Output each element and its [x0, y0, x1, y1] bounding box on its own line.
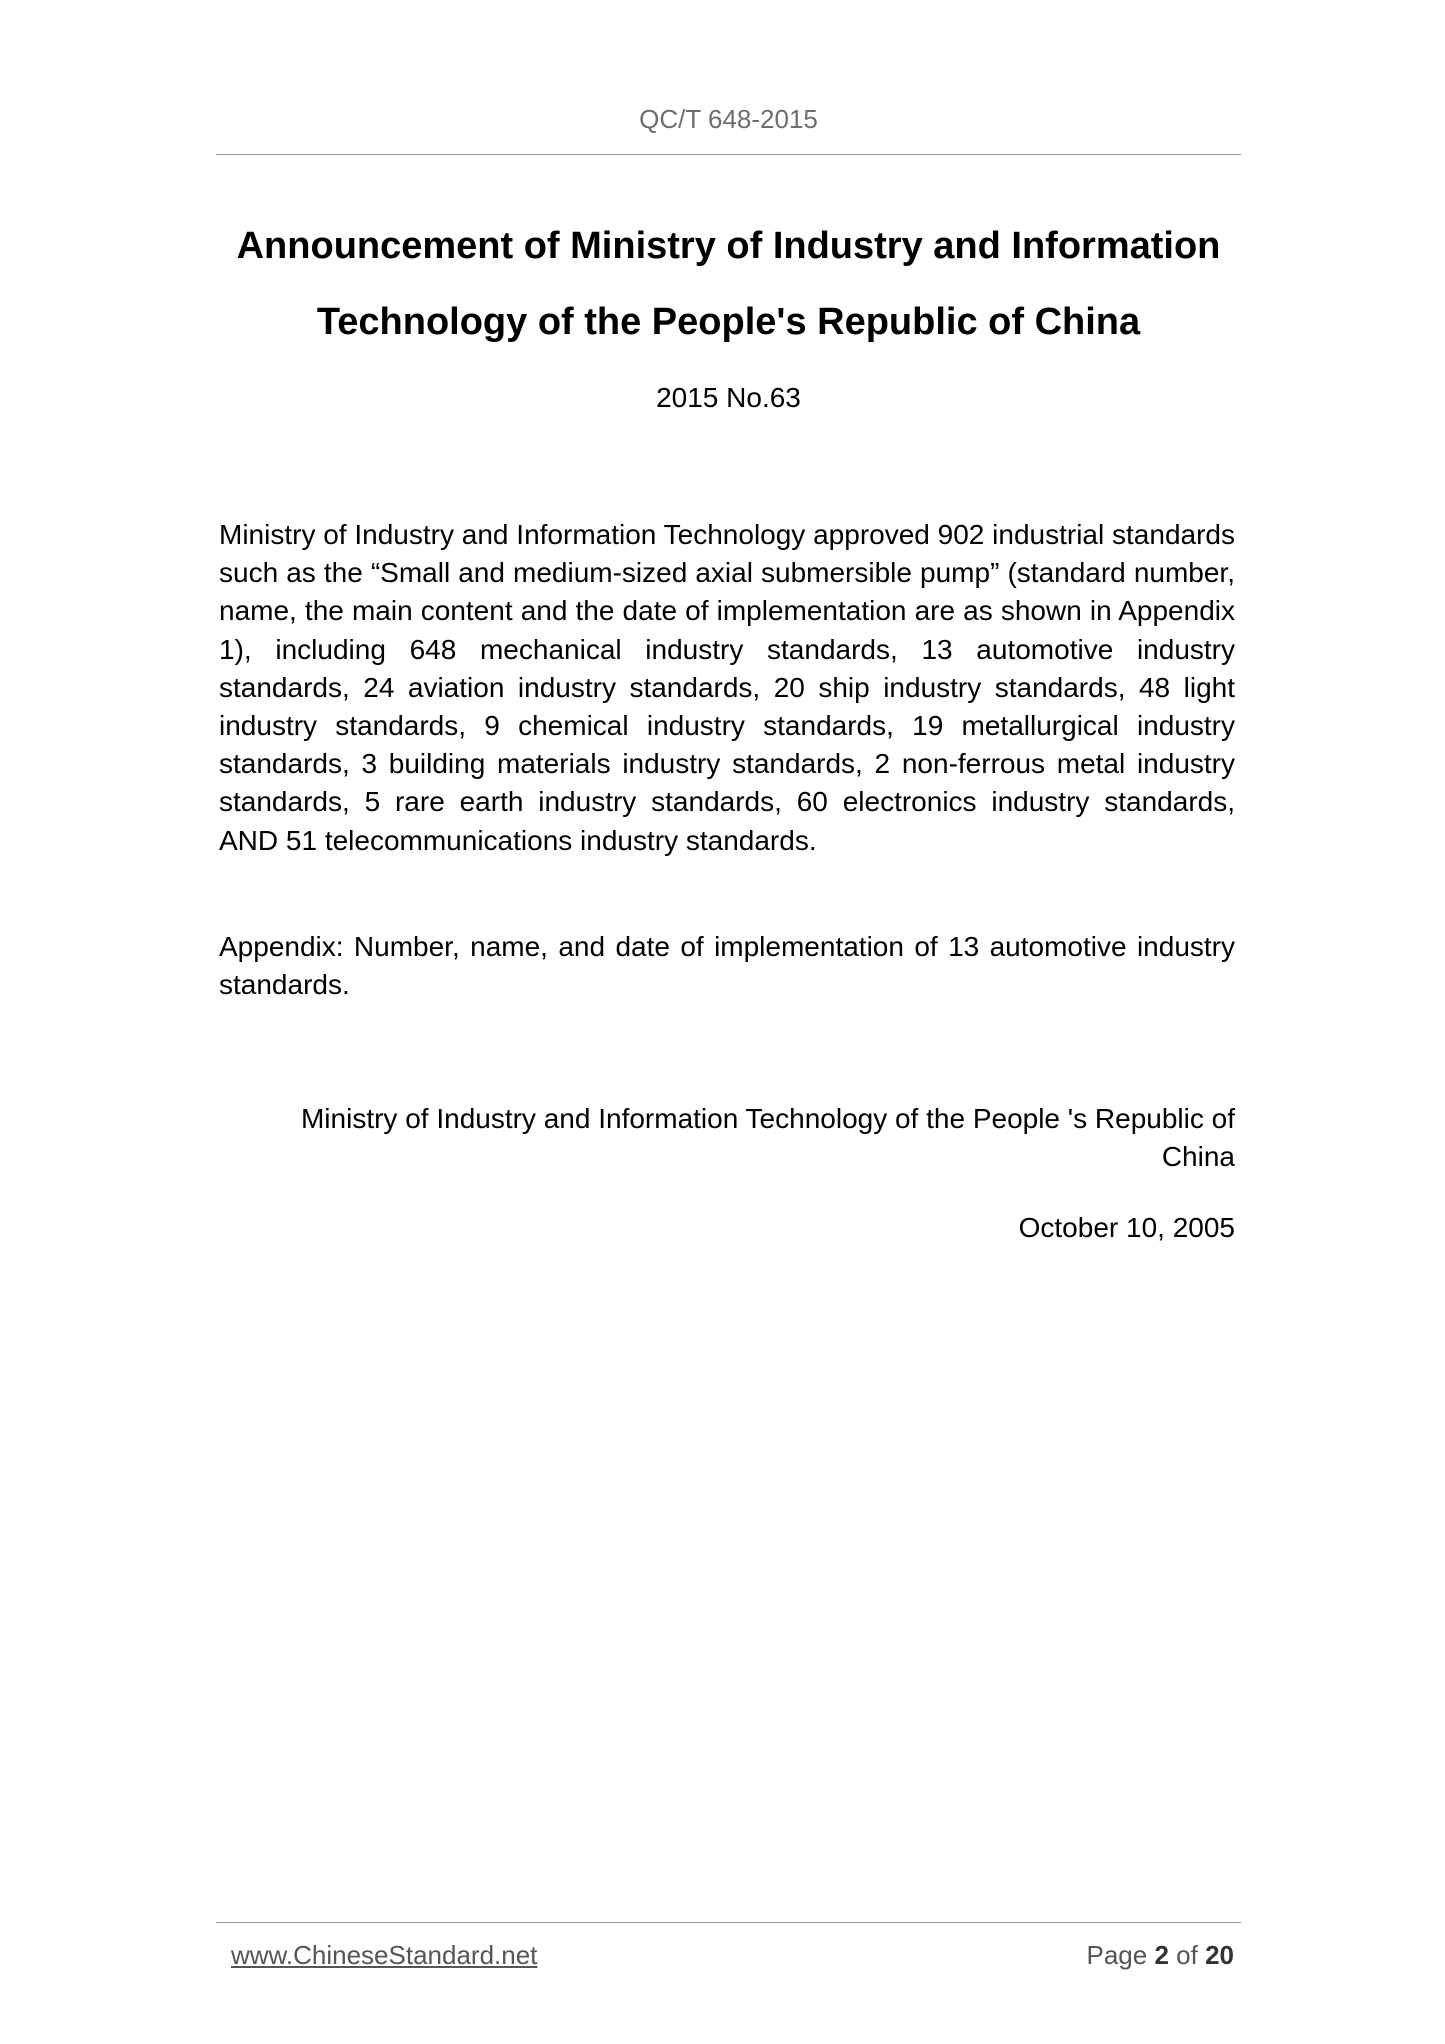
title-line-2: Technology of the People's Republic of China [316, 301, 1141, 343]
main-paragraph: Ministry of Industry and Information Technology approved 902 industrial standards such as the “Small and medium-sized axial submersible pump” (standard number, name, the main content and the date of implementation are as shown in Appendix 1), including 648 mechanical industry standards, 13 automotive industry standards, 24 aviation industry standards, 20 ship industry standards, 48 light industry standards, 9 chemical industry standards, 19 metallurgical industry standards, 3 building materials industry standards, 2 non-ferrous metal industry standards, 5 rare earth industry standards, 60 electronics industry standards, AND 51 telecommunications industry standards. [219, 519, 1235, 856]
footer-divider [216, 1922, 1241, 1923]
announcement-title [200, 208, 1257, 360]
issue-date: October 10, 2005 [1018, 1212, 1235, 1243]
appendix-paragraph: Appendix: Number, name, and date of implementation of 13 automotive industry standards. [219, 931, 1235, 1001]
header-standard-code: QC/T 648-2015 [639, 104, 818, 134]
website-link[interactable]: www.ChineseStandard.net [231, 1940, 538, 1970]
header-divider [216, 154, 1241, 155]
total-pages-number: 20 [1205, 1940, 1234, 1970]
title-line-1: Announcement of Ministry of Industry and Information [236, 225, 1221, 267]
issuer-line-1: Ministry of Industry and Information Technology of the People 's Republic of [300, 1103, 1235, 1134]
page-of-label: of [1176, 1940, 1198, 1970]
current-page-number: 2 [1154, 1940, 1169, 1970]
issuer-signature [219, 1100, 1235, 1176]
page-label: Page [1086, 1940, 1148, 1970]
page-indicator [1086, 1940, 1234, 1971]
issuer-line-2: China [1161, 1141, 1235, 1173]
announcement-number: 2015 No.63 [656, 382, 801, 413]
